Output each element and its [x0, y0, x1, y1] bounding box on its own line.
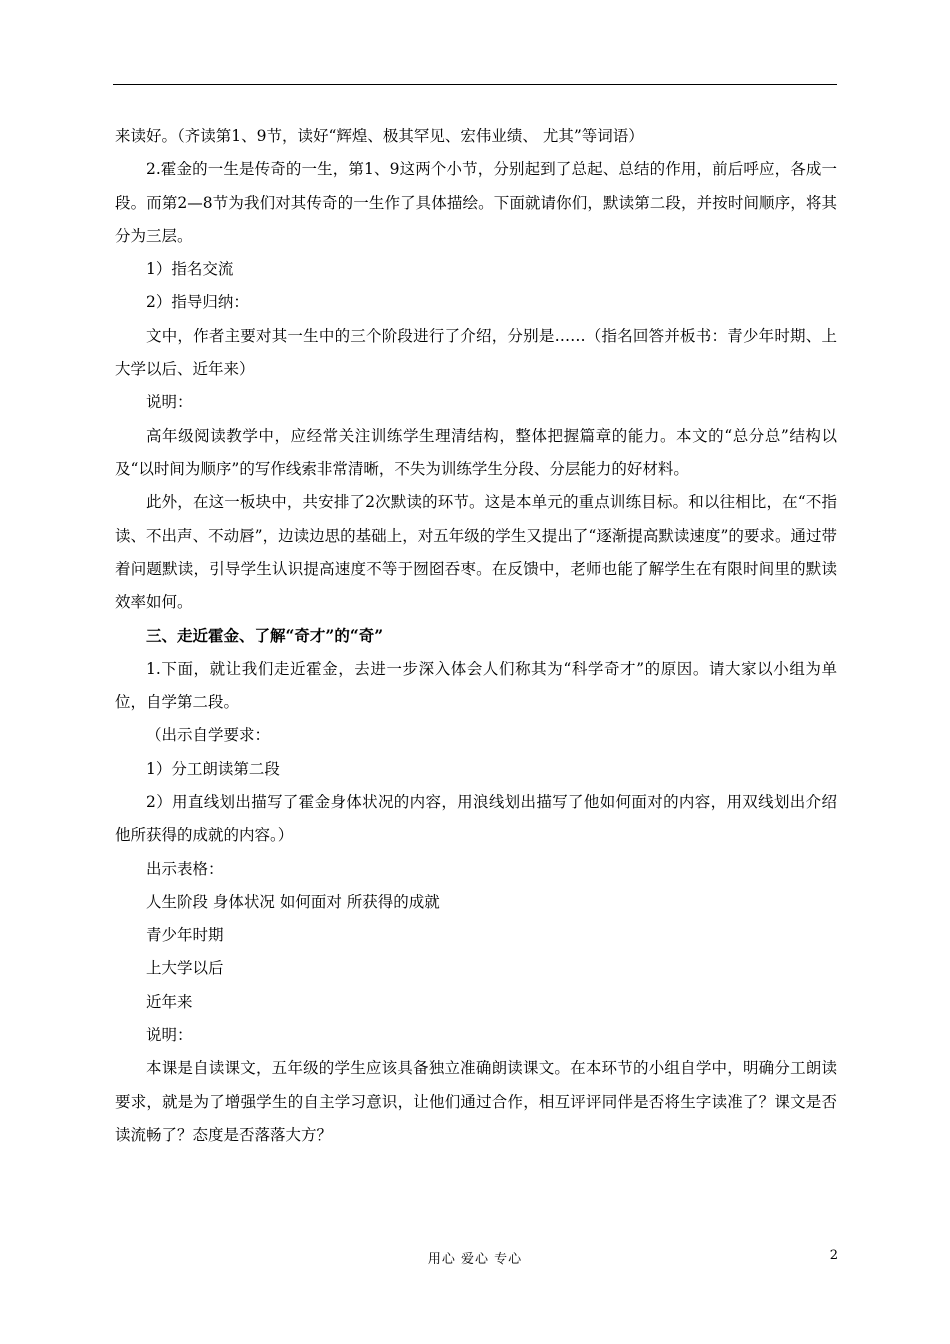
- table-row-recent: 近年来: [146, 992, 193, 1011]
- paragraph-step-1: 1.下面，就让我们走近霍金，去进一步深入体会人们称其为“科学奇才”的原因。请大家以小组为单位，自学第二段。: [115, 659, 837, 712]
- list-item-read-aloud: 1）分工朗读第二段: [146, 759, 280, 778]
- self-study-requirement-open: （出示自学要求：: [146, 726, 271, 745]
- header-rule: [113, 84, 837, 85]
- list-item-underline: 2）用直线划出描写了霍金身体状况的内容，用浪线划出描写了他如何面对的内容，用双线划出介绍他所获得的成就的内容。）: [115, 792, 837, 845]
- table-intro: 出示表格：: [146, 859, 224, 878]
- paragraph-self-reading-note: 本课是自读课文，五年级的学生应该具备独立准确朗读课文。在本环节的小组自学中，明确分工朗读要求，就是为了增强学生的自主学习意识，让他们通过合作，相互评评同伴是否将生字读准了？课文是否读流畅了？态度是否落落大方？: [115, 1059, 837, 1144]
- document-body: [115, 120, 837, 1152]
- table-header-row: 人生阶段 身体状况 如何面对 所获得的成就: [146, 892, 440, 911]
- paragraph-silent-reading-note: 此外，在这一板块中，共安排了2次默读的环节。这是本单元的重点训练目标。和以往相比，在“不指读、不出声、不动唇”，边读边思的基础上，对五年级的学生又提出了“逐渐提高默读速度”的要求。通过带着问题默读，引导学生认识提高速度不等于囫囵吞枣。在反馈中，老师也能了解学生在有限时间里的默读效率如何。: [115, 493, 837, 612]
- note-label-2: 说明：: [146, 1026, 193, 1045]
- table-row-youth: 青少年时期: [146, 926, 224, 945]
- section-heading-3: 三、走近霍金、了解“奇才”的“奇”: [146, 626, 384, 646]
- paragraph-step-2: 2.霍金的一生是传奇的一生，第1、9这两个小节，分别起到了总起、总结的作用，前后呼应，各成一段。而第2—8节为我们对其传奇的一生作了具体描绘。下面就请你们，默读第二段，并按时间顺序，将其分为三层。: [115, 160, 837, 245]
- page-number: 2: [829, 1248, 838, 1263]
- list-item-summarize: 2）指导归纳：: [146, 293, 249, 312]
- note-label: 说明：: [146, 393, 193, 412]
- footer-motto: 用心 爱心 专心: [427, 1252, 523, 1267]
- list-item-exchange: 1）指名交流: [146, 260, 234, 279]
- table-row-university: 上大学以后: [146, 959, 224, 978]
- paragraph-three-stages: 文中，作者主要对其一生中的三个阶段进行了介绍，分别是……（指名回答并板书：青少年时期、上大学以后、近年来）: [115, 326, 837, 379]
- paragraph-structure-note: 高年级阅读教学中，应经常关注训练学生理清结构，整体把握篇章的能力。本文的“总分总”结构以及“以时间为顺序”的写作线索非常清晰，不失为训练学生分段、分层能力的好材料。: [115, 426, 837, 478]
- paragraph-continuation: 来读好。（齐读第1、9节，读好“辉煌、极其罕见、宏伟业绩、 尤其”等词语）: [115, 127, 644, 145]
